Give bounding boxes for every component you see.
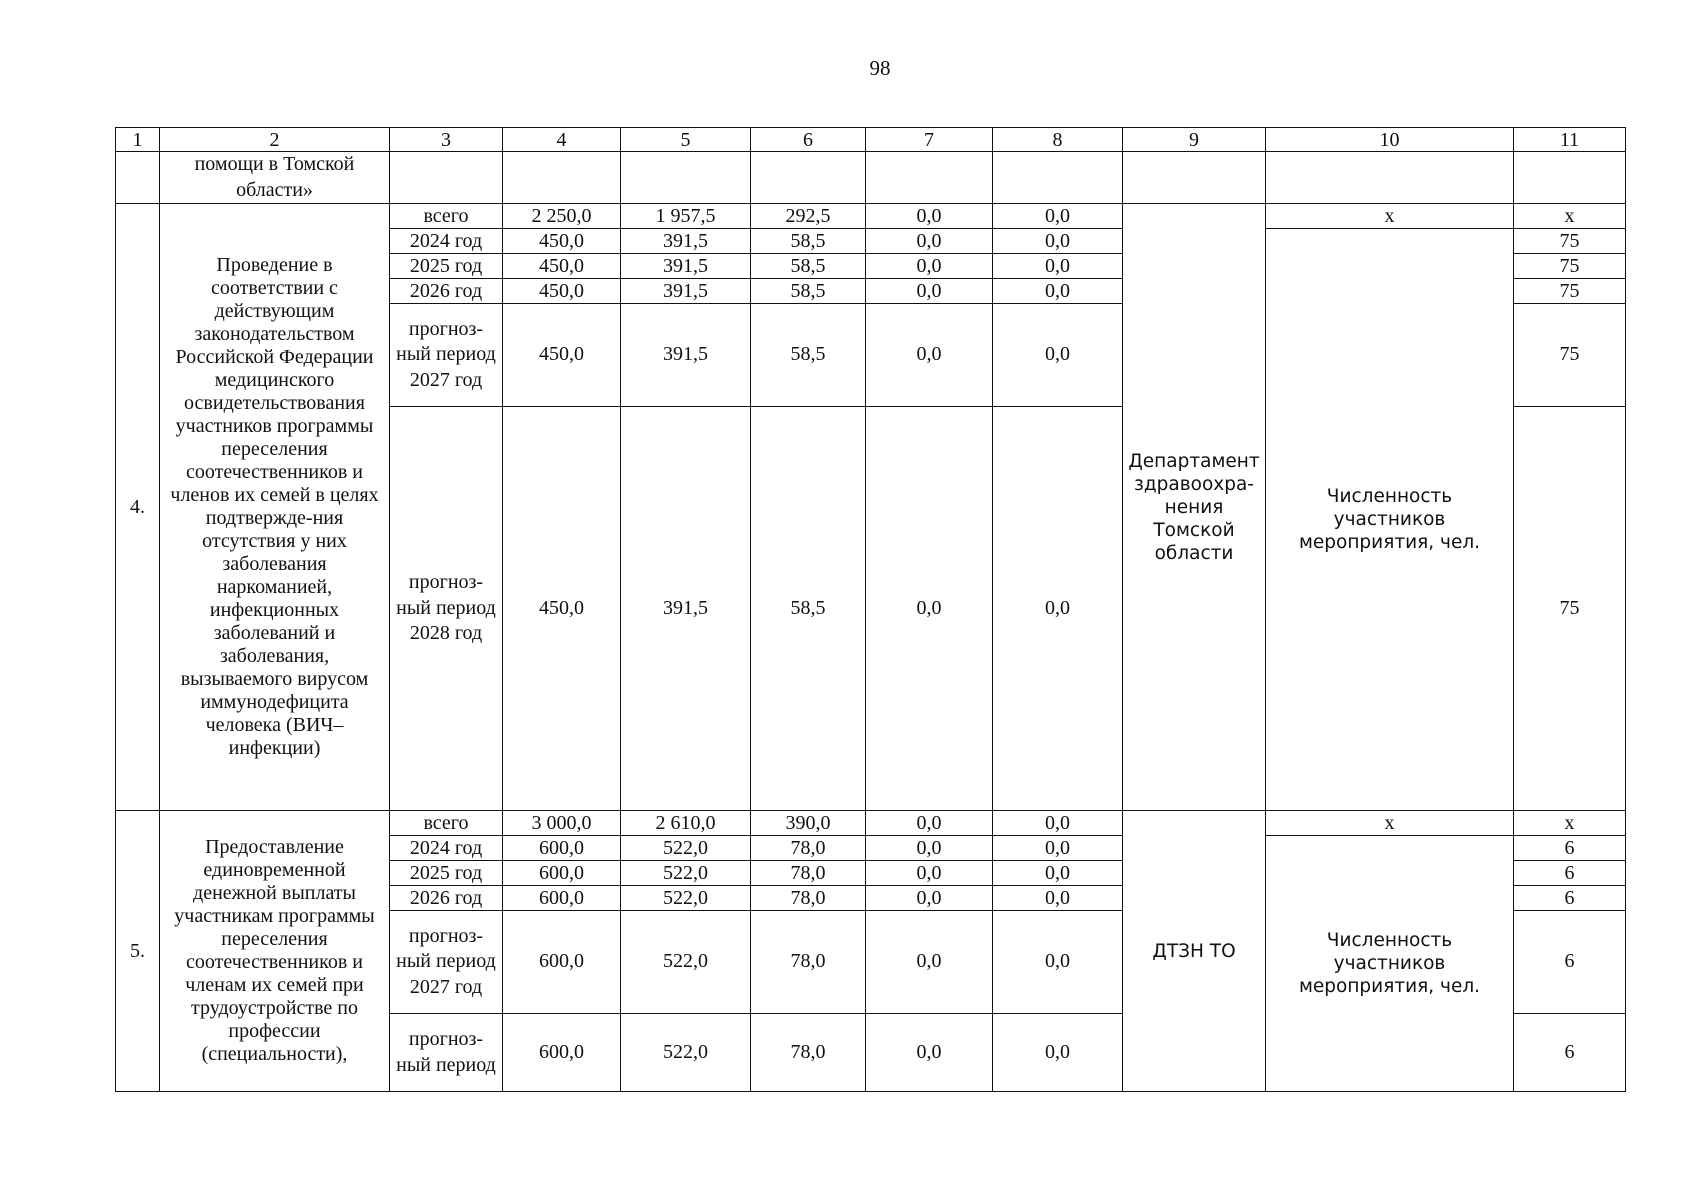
indicator-name: Численность участников мероприятия, чел. (1266, 836, 1514, 1092)
value-cell: 3 000,0 (503, 811, 621, 836)
value-cell: 0,0 (993, 836, 1123, 861)
value-cell: 600,0 (503, 836, 621, 861)
indicator-value: 6 (1514, 1014, 1626, 1092)
indicator-value: 75 (1514, 407, 1626, 811)
indicator-value: 75 (1514, 279, 1626, 304)
indicator-name: Численность участников мероприятия, чел. (1266, 229, 1514, 811)
indicator-value: х (1514, 811, 1626, 836)
value-cell: 600,0 (503, 886, 621, 911)
row-number: 5. (116, 811, 160, 1092)
value-cell: 522,0 (621, 861, 751, 886)
column-header: 8 (993, 128, 1123, 152)
value-cell: 0,0 (866, 254, 993, 279)
period-cell: всего (390, 811, 503, 836)
value-cell: 78,0 (751, 836, 866, 861)
value-cell: 58,5 (751, 407, 866, 811)
value-cell: 391,5 (621, 407, 751, 811)
value-cell: 2 610,0 (621, 811, 751, 836)
table-row (116, 204, 1626, 229)
responsible-department: Департамент здравоохра-нения Томской области (1123, 204, 1266, 811)
period-cell: 2026 год (390, 886, 503, 911)
period-cell: прогноз-ный период (390, 1014, 503, 1092)
value-cell: 0,0 (993, 911, 1123, 1014)
period-cell: 2024 год (390, 229, 503, 254)
indicator-value: 75 (1514, 229, 1626, 254)
value-cell: 292,5 (751, 204, 866, 229)
value-cell: 522,0 (621, 911, 751, 1014)
value-cell: 0,0 (866, 811, 993, 836)
indicator-value: 6 (1514, 886, 1626, 911)
value-cell: 600,0 (503, 911, 621, 1014)
indicator-value: 75 (1514, 304, 1626, 407)
continued-activity-name: помощи в Томской области» (160, 152, 390, 204)
period-cell: 2024 год (390, 836, 503, 861)
value-cell: 0,0 (993, 1014, 1123, 1092)
row-number: 4. (116, 204, 160, 811)
value-cell: 0,0 (866, 886, 993, 911)
value-cell: 450,0 (503, 407, 621, 811)
value-cell: 78,0 (751, 861, 866, 886)
column-header: 5 (621, 128, 751, 152)
period-cell: 2025 год (390, 861, 503, 886)
value-cell: 391,5 (621, 279, 751, 304)
value-cell: 600,0 (503, 1014, 621, 1092)
value-cell: 391,5 (621, 304, 751, 407)
indicator-value: 6 (1514, 911, 1626, 1014)
value-cell: 2 250,0 (503, 204, 621, 229)
value-cell: 78,0 (751, 886, 866, 911)
responsible-department: ДТЗН ТО (1123, 811, 1266, 1092)
indicator-cell: х (1266, 811, 1514, 836)
value-cell: 522,0 (621, 836, 751, 861)
period-cell: 2026 год (390, 279, 503, 304)
value-cell: 0,0 (866, 407, 993, 811)
period-cell: всего (390, 204, 503, 229)
period-cell: прогноз-ный период 2027 год (390, 911, 503, 1014)
value-cell: 391,5 (621, 229, 751, 254)
activity-name: Проведение в соответствии с действующим законодательством Российской Федерации медицинского освидетельствования участников программы переселения соотечественников и членов их семей в целях подтвержде-ния отсутствия у них заболевания наркоманией, инфекционных заболеваний и заболевания, вызываемого вирусом иммунодефицита человека (ВИЧ–инфекции) (160, 204, 390, 811)
value-cell: 0,0 (866, 279, 993, 304)
value-cell: 450,0 (503, 279, 621, 304)
value-cell: 450,0 (503, 304, 621, 407)
value-cell: 600,0 (503, 861, 621, 886)
value-cell: 0,0 (993, 407, 1123, 811)
indicator-value: 75 (1514, 254, 1626, 279)
value-cell: 0,0 (993, 304, 1123, 407)
period-cell: 2025 год (390, 254, 503, 279)
value-cell: 0,0 (993, 861, 1123, 886)
value-cell: 0,0 (866, 1014, 993, 1092)
value-cell: 58,5 (751, 304, 866, 407)
value-cell: 522,0 (621, 1014, 751, 1092)
column-header: 11 (1514, 128, 1626, 152)
value-cell: 78,0 (751, 1014, 866, 1092)
value-cell: 522,0 (621, 886, 751, 911)
column-header: 9 (1123, 128, 1266, 152)
indicator-value: 6 (1514, 836, 1626, 861)
program-activities-table (115, 127, 1626, 1092)
column-header: 7 (866, 128, 993, 152)
indicator-cell: х (1266, 204, 1514, 229)
value-cell: 391,5 (621, 254, 751, 279)
value-cell: 450,0 (503, 254, 621, 279)
activity-name: Предоставление единовременной денежной выплаты участникам программы переселения соотечественников и членам их семей при трудоустройстве по профессии (специальности), (160, 811, 390, 1092)
value-cell: 78,0 (751, 911, 866, 1014)
value-cell: 0,0 (866, 911, 993, 1014)
column-header: 4 (503, 128, 621, 152)
value-cell: 0,0 (993, 204, 1123, 229)
value-cell: 450,0 (503, 229, 621, 254)
value-cell: 58,5 (751, 279, 866, 304)
value-cell: 1 957,5 (621, 204, 751, 229)
period-cell: прогноз-ный период 2027 год (390, 304, 503, 407)
column-header: 6 (751, 128, 866, 152)
indicator-value: х (1514, 204, 1626, 229)
column-header: 1 (116, 128, 160, 152)
indicator-value: 6 (1514, 861, 1626, 886)
column-header: 10 (1266, 128, 1514, 152)
period-cell: прогноз-ный период 2028 год (390, 407, 503, 811)
continuation-row (116, 152, 1626, 204)
value-cell: 0,0 (993, 229, 1123, 254)
value-cell: 0,0 (866, 229, 993, 254)
table-row (116, 811, 1626, 836)
value-cell: 0,0 (993, 279, 1123, 304)
column-number-row (116, 128, 1626, 152)
value-cell: 390,0 (751, 811, 866, 836)
value-cell: 0,0 (866, 861, 993, 886)
column-header: 3 (390, 128, 503, 152)
value-cell: 0,0 (993, 811, 1123, 836)
value-cell: 58,5 (751, 254, 866, 279)
value-cell: 0,0 (993, 254, 1123, 279)
value-cell: 58,5 (751, 229, 866, 254)
value-cell: 0,0 (993, 886, 1123, 911)
value-cell: 0,0 (866, 836, 993, 861)
value-cell: 0,0 (866, 204, 993, 229)
value-cell: 0,0 (866, 304, 993, 407)
column-header: 2 (160, 128, 390, 152)
page-number: 98 (869, 56, 891, 80)
